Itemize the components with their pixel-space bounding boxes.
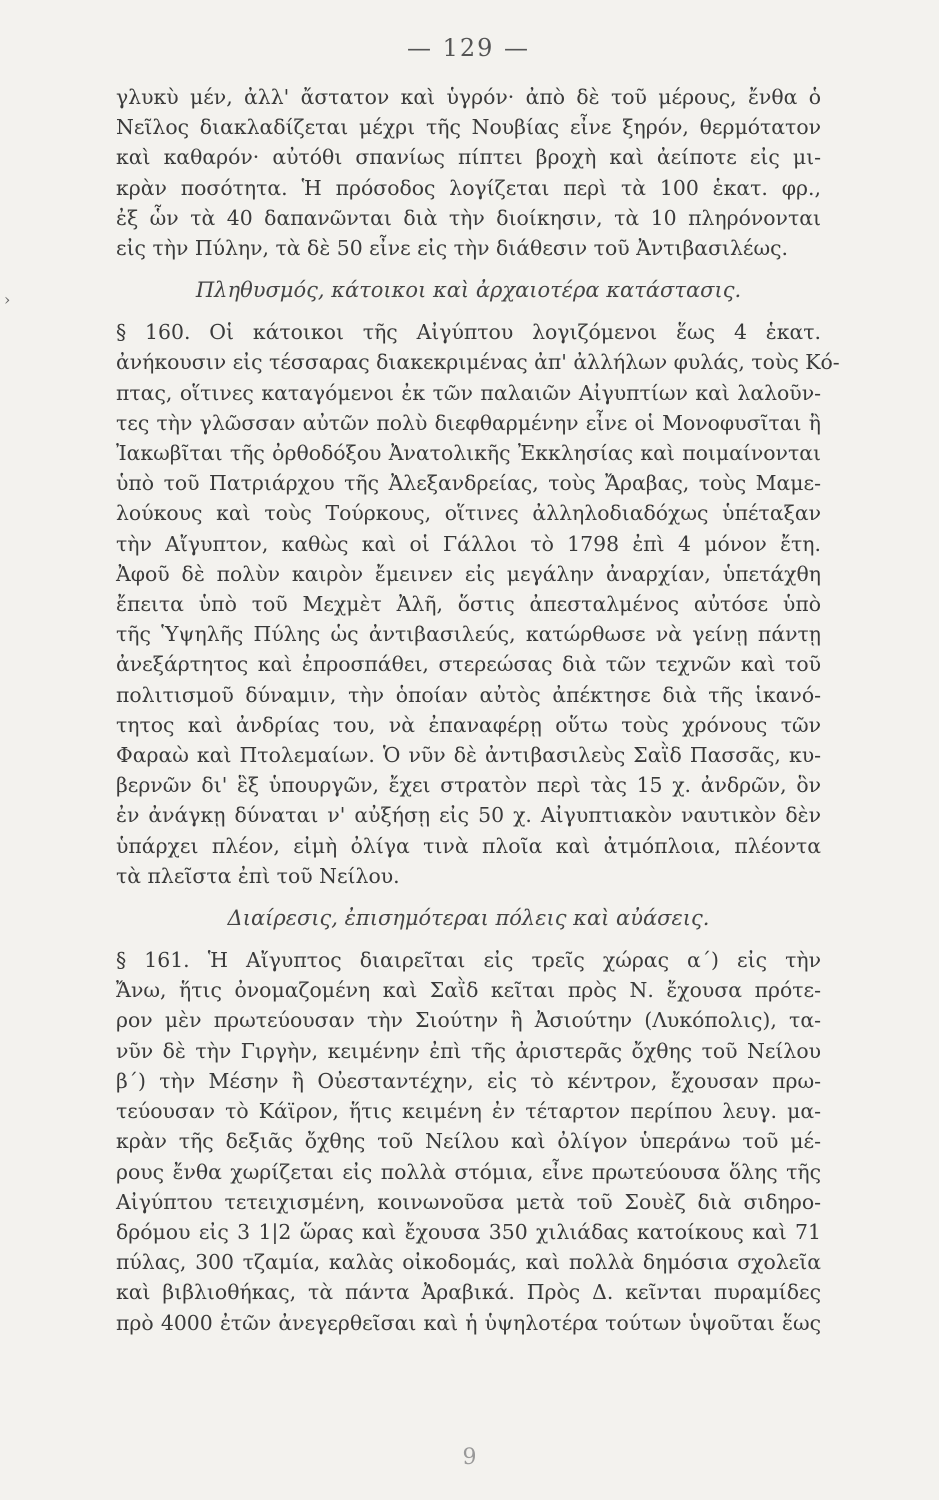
text-line: πολιτισμοῦ δύναμιν, τὴν ὁποίαν αὐτὸς ἀπέκτησε διὰ τῆς ἱκανό-: [116, 682, 821, 707]
text-line: ὑπάρχει πλέον, εἰμὴ ὀλίγα τινὰ πλοῖα καὶ ἀτμόπλοια, πλέοντα: [116, 833, 821, 858]
text-line: § 161. Ἡ Αἴγυπτος διαιρεῖται εἰς τρεῖς χώρας α΄) εἰς τὴν: [116, 948, 821, 973]
text-line: Ἰακωβῖται τῆς ὀρθοδόξου Ἀνατολικῆς Ἐκκλησίας καὶ ποιμαίνονται: [116, 441, 821, 466]
text-line: Αἰγύπτου τετειχισμένη, κοινωνοῦσα μετὰ τοῦ Σουὲζ διὰ σιδηρο-: [116, 1189, 821, 1214]
text-line: τὰ πλεῖστα ἐπὶ τοῦ Νείλου.: [116, 863, 400, 888]
text-line: κρὰν ποσότητα. Ἡ πρόσοδος λογίζεται περὶ τὰ 100 ἑκατ. φρ.,: [116, 175, 821, 200]
text-line: Φαραὼ καὶ Πτολεμαίων. Ὁ νῦν δὲ ἀντιβασιλεὺς Σαῒδ Πασσᾶς, κυ-: [116, 743, 821, 768]
page-number: — 129 —: [406, 34, 531, 62]
text-line: βερνῶν δι' ἓξ ὑπουργῶν, ἔχει στρατὸν περὶ τὰς 15 χ. ἀνδρῶν, ὃν: [116, 773, 821, 798]
text-line: καὶ βιβλιοθήκας, τὰ πάντα Ἀραβικά. Πρὸς Δ. κεῖνται πυραμίδες: [116, 1280, 821, 1305]
section-heading-population: Πληθυσμός, κάτοικοι καὶ ἀρχαιοτέρα κατάστασις.: [195, 278, 742, 303]
text-line: κρὰν τῆς δεξιᾶς ὄχθης τοῦ Νείλου καὶ ὀλίγον ὑπεράνω τοῦ μέ-: [116, 1129, 821, 1154]
text-line: ρους ἔνθα χωρίζεται εἰς πολλὰ στόμια, εἶνε πρωτεύουσα ὅλης τῆς: [116, 1159, 821, 1184]
text-line: ἔπειτα ὑπὸ τοῦ Μεχμὲτ Ἀλῆ, ὅστις ἀπεσταλμένος αὐτόσε ὑπὸ: [116, 592, 821, 617]
text-line: πρὸ 4000 ἐτῶν ἀνεγερθεῖσαι καὶ ἡ ὑψηλοτέρα τούτων ὑψοῦται ἕως: [116, 1310, 821, 1335]
text-line: πύλας, 300 τζαμία, καλὰς οἰκοδομάς, καὶ πολλὰ δημόσια σχολεῖα: [116, 1250, 821, 1275]
margin-mark: ›: [4, 290, 11, 309]
text-line: Ἀφοῦ δὲ πολὺν καιρὸν ἔμεινεν εἰς μεγάλην ἀναρχίαν, ὑπετάχθη: [116, 561, 821, 586]
text-line: γλυκὺ μέν, ἀλλ' ἄστατον καὶ ὑγρόν· ἀπὸ δὲ τοῦ μέρους, ἔνθα ὁ: [116, 85, 821, 109]
section-heading-divisions: Διαίρεσις, ἐπισημότεραι πόλεις καὶ αὐάσεις.: [227, 906, 710, 931]
text-line: τητος καὶ ἀνδρίας του, νὰ ἐπαναφέρῃ οὕτω τοὺς χρόνους τῶν: [116, 712, 821, 737]
text-line: Ἄνω, ἥτις ὀνομαζομένη καὶ Σαῒδ κεῖται πρὸς Ν. ἔχουσα πρότε-: [116, 978, 821, 1003]
text-line: λούκους καὶ τοὺς Τούρκους, οἵτινες ἀλληλοδιαδόχως ὑπέταξαν: [116, 501, 821, 526]
text-line: τεύουσαν τὸ Κάϊρον, ἥτις κειμένη ἐν τέταρτον περίπου λευγ. μα-: [116, 1099, 821, 1124]
text-line: τῆς Ὑψηλῆς Πύλης ὡς ἀντιβασιλεύς, κατώρθωσε νὰ γείνῃ πάντῃ: [116, 622, 821, 647]
text-line: ἀνεξάρτητος καὶ ἐπροσπάθει, στερεώσας διὰ τῶν τεχνῶν καὶ τοῦ: [116, 652, 821, 677]
text-line: Νεῖλος διακλαδίζεται μέχρι τῆς Νουβίας εἶνε ξηρόν, θερμότατον: [116, 115, 821, 140]
text-line: ἐν ἀνάγκῃ δύναται ν' αὐξήσῃ εἰς 50 χ. Αἰγυπτιακὸν ναυτικὸν δὲν: [116, 803, 821, 828]
text-line: νῦν δὲ τὴν Γιργὴν, κειμένην ἐπὶ τῆς ἀριστερᾶς ὄχθης τοῦ Νείλου: [116, 1038, 821, 1063]
paragraph-climate-revenue: [116, 82, 821, 263]
text-line: τὴν Αἴγυπτον, καθὼς καὶ οἱ Γάλλοι τὸ 1798 ἐπὶ 4 μόνον ἔτη.: [116, 531, 821, 556]
text-line: ἐξ ὧν τὰ 40 δαπανῶνται διὰ τὴν διοίκησιν, τὰ 10 πληρόνονται: [116, 205, 821, 230]
text-line: ρον μὲν πρωτεύουσαν τὴν Σιούτην ἢ Ἀσιούτην (Λυκόπολις), τα-: [116, 1008, 821, 1033]
signature-mark: 9: [462, 1445, 477, 1470]
text-line: ὑπὸ τοῦ Πατριάρχου τῆς Ἀλεξανδρείας, τοὺς Ἄραβας, τοὺς Μαμε-: [116, 471, 821, 496]
text-line: καὶ καθαρόν· αὐτόθι σπανίως πίπτει βροχὴ καὶ ἀείποτε εἰς μι-: [116, 145, 821, 170]
paragraph-161: [116, 945, 821, 1338]
paragraph-160: [116, 317, 840, 891]
text-line: β΄) τὴν Μέσην ἢ Οὐεσταντέχην, εἰς τὸ κέντρον, ἔχουσαν πρω-: [116, 1068, 821, 1093]
text-line: πτας, οἵτινες καταγόμενοι ἐκ τῶν παλαιῶν Αἰγυπτίων καὶ λαλοῦν-: [116, 380, 821, 405]
text-line: εἰς τὴν Πύλην, τὰ δὲ 50 εἶνε εἰς τὴν διάθεσιν τοῦ Ἀντιβασιλέως.: [116, 236, 788, 261]
text-line: τες τὴν γλῶσσαν αὐτῶν πολὺ διεφθαρμένην εἶνε οἱ Μονοφυσῖται ἢ: [116, 410, 821, 435]
text-line: δρόμου εἰς 3 1|2 ὥρας καὶ ἔχουσα 350 χιλιάδας κατοίκους καὶ 71: [116, 1219, 821, 1244]
text-line: § 160. Οἱ κάτοικοι τῆς Αἰγύπτου λογιζόμενοι ἕως 4 ἑκατ.: [116, 320, 821, 345]
text-line: ἀνήκουσιν εἰς τέσσαρας διακεκριμένας ἀπ' ἀλλήλων φυλάς, τοὺς Κό-: [116, 350, 840, 375]
